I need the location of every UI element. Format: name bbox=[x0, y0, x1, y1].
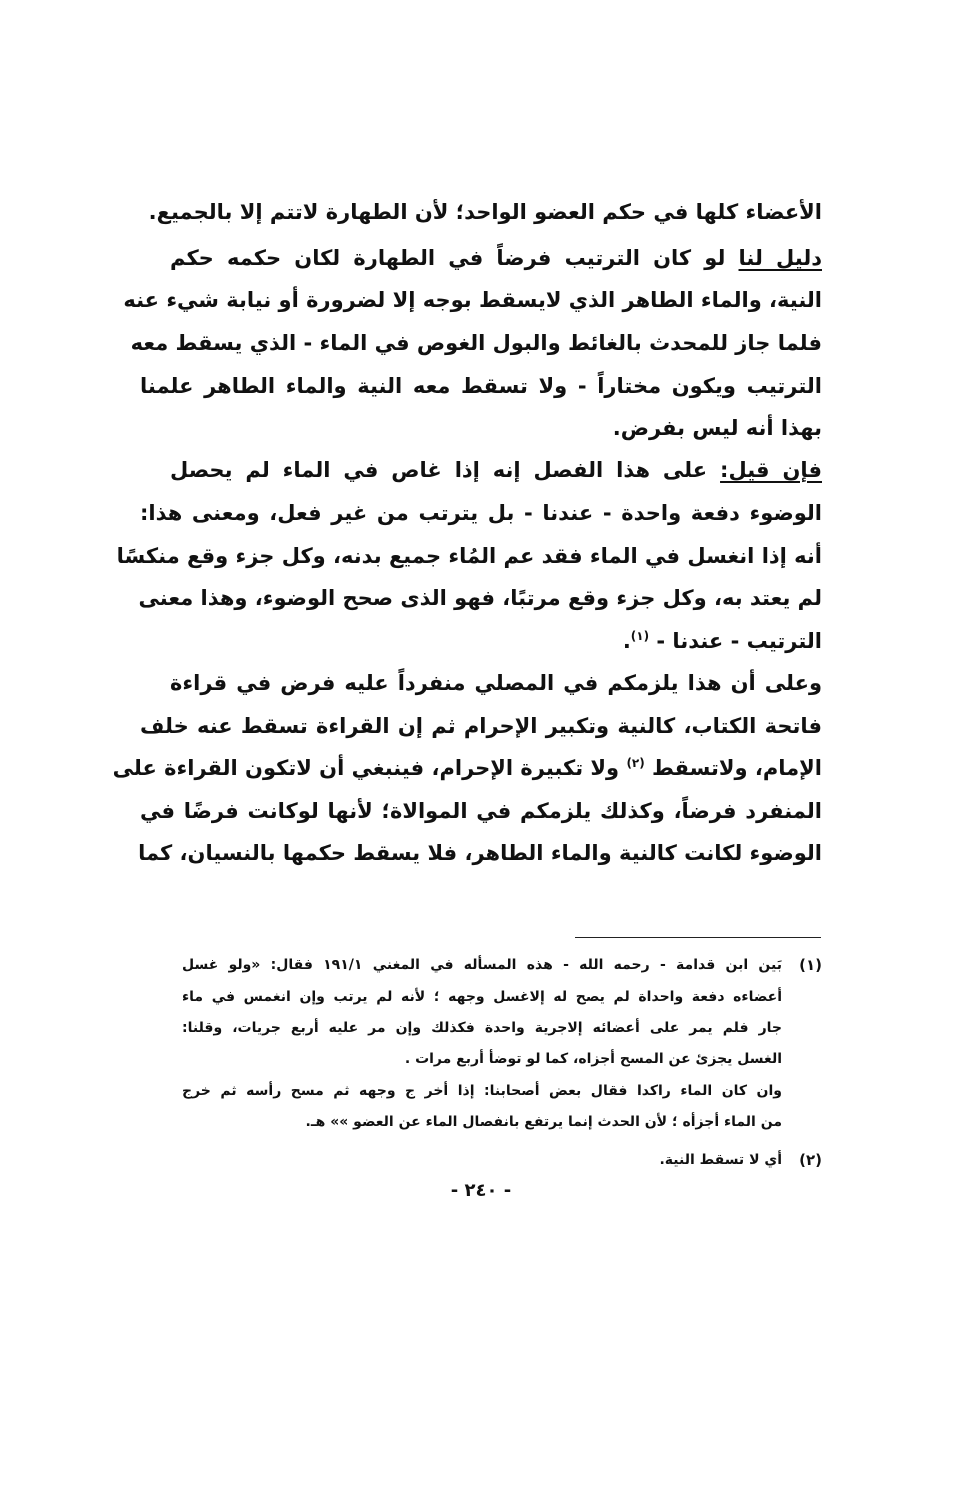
main-line: الوضوء دفعة واحدة - عندنا - بل يترتب من غير فعل، ومعنى هذا: bbox=[140, 501, 822, 525]
footnote-line: وان كان الماء راكدا فقال بعض أصحابنا: إذا أخر ج وجهه ثم مسح رأسه ثم خرج bbox=[182, 1083, 782, 1099]
footnote-line: الغسل يجزئ عن المسح أجزاه، كما لو توضأ أربع مرات . bbox=[404, 1051, 782, 1067]
main-line bbox=[623, 626, 822, 656]
main-line: لم يعتد به، وكل جزء وقع مرتبًا، فهو الذى صحح الوضوء، وهذا معنى bbox=[138, 586, 822, 610]
footnote-divider bbox=[575, 937, 821, 938]
line-text: الترتيب - عندنا - bbox=[656, 629, 822, 653]
main-line: فاتحة الكتاب، كالنية وتكبير الإحرام ثم إن القراءة تسقط عنه خلف bbox=[140, 714, 822, 738]
page-number: - ٢٤٠ - bbox=[450, 1180, 512, 1201]
main-line: بهذا أنه ليس بفرض. bbox=[612, 416, 822, 440]
footnote-ref[interactable]: (١) bbox=[630, 629, 650, 643]
main-line: أنه إذا انغسل في الماء فقد عم المُاء جميع بدنه، وكل جزء وقع منكسًا bbox=[116, 544, 822, 568]
footnote-number: (١) bbox=[799, 956, 822, 974]
line-text: لو كان الترتيب فرضاً في الطهارة لكان حكمه حكم bbox=[170, 246, 726, 270]
footnote-ref[interactable]: (٢) bbox=[626, 756, 645, 770]
footnote-line: أعضاءه دفعة واحداة لم يصح له إلاغسل وجهه ؛ لأنه لم يرتب وإن انغمس في ماء bbox=[182, 989, 782, 1005]
footnote-line: جار فلم يمر على أعضائه إلاجرية واحدة فكذلك وإن مر عليه أربع جريات، وقلنا: bbox=[182, 1020, 782, 1036]
main-line: المنفرد فرضاً، وكذلك يلزمكم في الموالاة؛ لأنها لوكانت فرضًا في bbox=[140, 799, 822, 823]
main-line: فلما جاز للمحدث بالغائط والبول الغوص في الماء - الذي يسقط معه bbox=[130, 331, 822, 355]
paragraph-lead: دليل لنا bbox=[738, 246, 822, 270]
main-line bbox=[170, 455, 822, 485]
footnote-line: أي لا تسقط النية. bbox=[659, 1152, 782, 1168]
footnote-number: (٢) bbox=[799, 1151, 822, 1169]
main-line: الترتيب ويكون مختاراً - ولا تسقط معه النية والماء الطاهر علمنا bbox=[140, 374, 822, 398]
main-line bbox=[112, 753, 822, 783]
paragraph-lead: وعلى bbox=[764, 671, 822, 695]
main-line: الأعضاء كلها في حكم العضو الواحد؛ لأن الطهارة لاتتم إلا بالجميع. bbox=[148, 200, 822, 224]
main-line: الوضوء لكانت كالنية والماء الطاهر، فلا يسقط حكمها بالنسيان، كما bbox=[138, 841, 822, 865]
line-text: أن هذا يلزمكم في المصلي منفرداً عليه فرض في قراءة bbox=[170, 671, 756, 695]
line-text: على هذا الفصل إنه إذا غاص في الماء لم يحصل bbox=[170, 458, 708, 482]
line-text: الإمام، ولاتسقط bbox=[652, 756, 822, 780]
main-line: النية، والماء الطاهر الذي لايسقط بوجه إلا لضرورة أو نيابة شيء عنه bbox=[123, 288, 822, 312]
main-line bbox=[170, 243, 822, 273]
line-text: ولا تكبيرة الإحرام، فينبغي أن لاتكون القراءة على bbox=[112, 756, 620, 780]
footnote-line: بَين ابن قدامة - رحمه الله - هذه المسأله في المغني ١٩١/١ فقال: «ولو غسل bbox=[182, 957, 782, 973]
paragraph-lead: فإن قيل: bbox=[720, 458, 822, 482]
footnote-line: من الماء أجزأه ؛ لأن الحدث إنما يرتفع بانفصال الماء عن العضو »» هـ. bbox=[305, 1114, 782, 1130]
line-text: . bbox=[622, 629, 631, 653]
main-line bbox=[170, 668, 822, 698]
